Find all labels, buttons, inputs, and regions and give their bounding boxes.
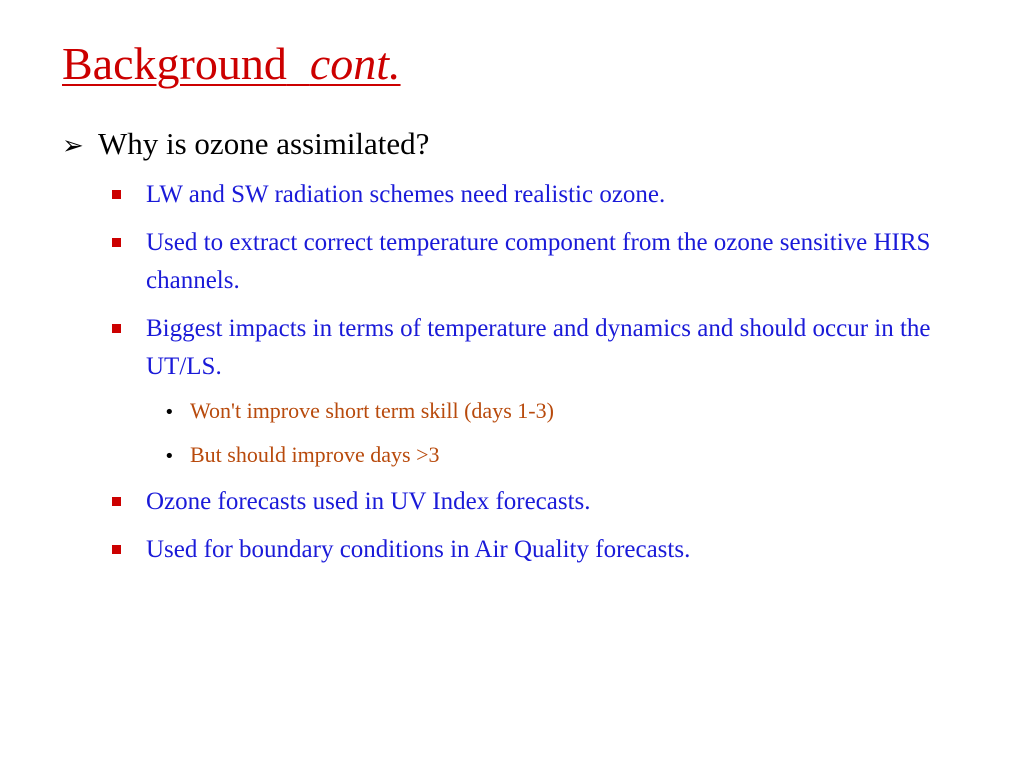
square-bullet-icon bbox=[112, 324, 121, 333]
bullet-item bbox=[112, 224, 972, 300]
bullet-item bbox=[112, 483, 972, 521]
sub-bullet-item bbox=[164, 440, 440, 472]
sub-bullet-text: Won't improve short term skill (days 1-3) bbox=[190, 398, 554, 423]
bullet-text: Used for boundary conditions in Air Quality forecasts. bbox=[146, 536, 691, 563]
bullet-item bbox=[112, 531, 972, 569]
bullet-item bbox=[112, 310, 972, 386]
bullet-item bbox=[112, 176, 972, 214]
bullet-text: LW and SW radiation schemes need realistic ozone. bbox=[146, 181, 666, 208]
square-bullet-icon bbox=[112, 238, 121, 247]
sub-bullet-item bbox=[164, 396, 554, 428]
main-bullet bbox=[62, 124, 429, 166]
bullet-text: Ozone forecasts used in UV Index forecasts. bbox=[146, 488, 591, 515]
square-bullet-icon bbox=[112, 545, 121, 554]
dot-bullet-icon: • bbox=[164, 446, 175, 467]
slide-title bbox=[62, 36, 401, 92]
bullet-text: Biggest impacts in terms of temperature and dynamics and should occur in the UT/LS. bbox=[146, 315, 931, 380]
dot-bullet-icon: • bbox=[164, 402, 175, 423]
bullet-text: Used to extract correct temperature component from the ozone sensitive HIRS channels. bbox=[146, 229, 931, 294]
main-bullet-text: Why is ozone assimilated? bbox=[98, 126, 430, 161]
sub-bullet-text: But should improve days >3 bbox=[190, 442, 440, 467]
title-main: Background bbox=[62, 38, 287, 89]
square-bullet-icon bbox=[112, 497, 121, 506]
arrowhead-bullet-icon: ➢ bbox=[62, 131, 84, 161]
title-sub: cont. bbox=[309, 38, 401, 89]
square-bullet-icon bbox=[112, 190, 121, 199]
